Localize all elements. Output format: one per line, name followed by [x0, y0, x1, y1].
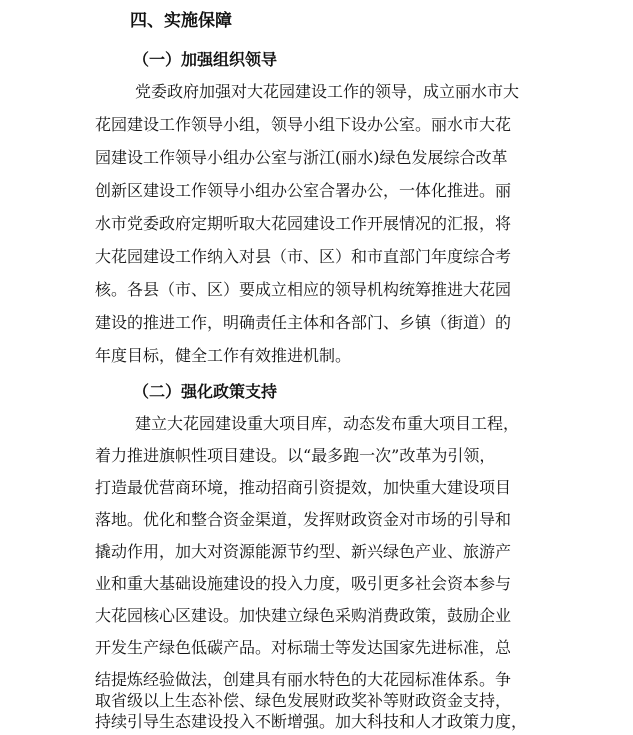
paragraph-line: 大花园核心区建设。加快建立绿色采购消费政策，鼓励企业 — [95, 606, 512, 625]
paragraph-line: 年度目标，健全工作有效推进机制。 — [95, 346, 352, 365]
paragraph-line: 园建设工作领导小组办公室与浙江(丽水)绿色发展综合改革 — [95, 148, 508, 167]
paragraph-line: 结提炼经验做法，创建具有丽水特色的大花园标准体系。争 — [95, 670, 512, 689]
paragraph-line: 取省级以上生态补偿、绿色发展财政奖补等财政资金支持， — [95, 691, 512, 710]
paragraph-line: 党委政府加强对大花园建设工作的领导，成立丽水市大 — [135, 82, 520, 101]
paragraph-line: 打造最优营商环境，推动招商引资提效，加快重大建设项目 — [95, 478, 512, 497]
paragraph-line: 花园建设工作领导小组，领导小组下设办公室。丽水市大花 — [95, 115, 512, 134]
paragraph-line: 撬动作用，加大对资源能源节约型、新兴绿色产业、旅游产 — [95, 542, 512, 561]
paragraph-line: 建立大花园建设重大项目库，动态发布重大项目工程， — [135, 414, 520, 433]
subsection-heading-policy: （二）强化政策支持 — [133, 382, 278, 401]
paragraph-line: 开发生产绿色低碳产品。对标瑞士等发达国家先进标准，总 — [95, 638, 512, 657]
paragraph-line: 持续引导生态建设投入不断增强。加大科技和人才政策力度， — [95, 712, 528, 731]
paragraph-line: 大花园建设工作纳入对县（市、区）和市直部门年度综合考 — [95, 247, 512, 266]
paragraph-line: 创新区建设工作领导小组办公室合署办公，一体化推进。丽 — [95, 181, 512, 200]
section-heading: 四、实施保障 — [130, 11, 232, 31]
subsection-heading-organization: （一）加强组织领导 — [133, 50, 278, 69]
paragraph-line: 业和重大基础设施建设的投入力度，吸引更多社会资本参与 — [95, 574, 512, 593]
paragraph-line: 建设的推进工作，明确责任主体和各部门、乡镇（街道）的 — [95, 313, 512, 332]
paragraph-line: 核。各县（市、区）要成立相应的领导机构统筹推进大花园 — [95, 280, 512, 299]
paragraph-line: 水市党委政府定期听取大花园建设工作开展情况的汇报，将 — [95, 214, 512, 233]
paragraph-line: 落地。优化和整合资金渠道，发挥财政资金对市场的引导和 — [95, 510, 512, 529]
paragraph-line: 着力推进旗帜性项目建设。以“最多跑一次”改革为引领， — [95, 446, 496, 465]
